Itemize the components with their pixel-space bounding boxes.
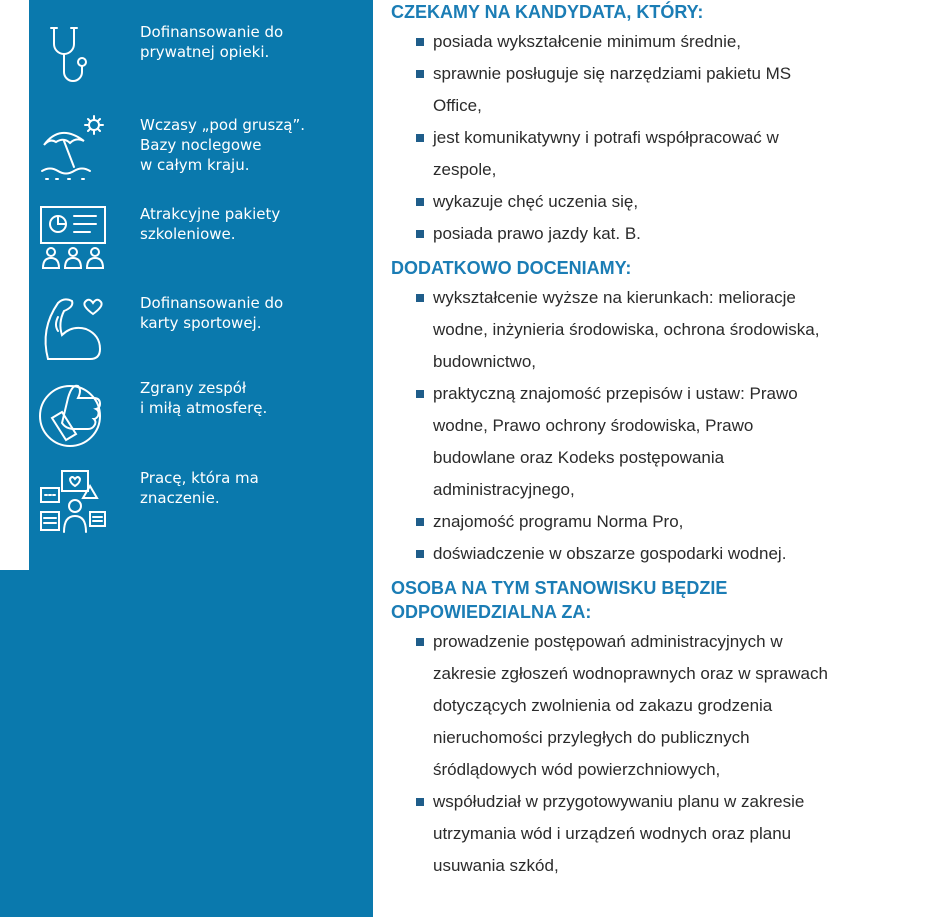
bullet-square-icon <box>416 134 424 142</box>
additional-list <box>391 282 936 570</box>
list-item-text: posiada wykształcenie minimum średnie, <box>433 32 742 51</box>
list-item <box>391 58 833 122</box>
list-item-text: jest komunikatywny i potrafi współpracować w zespole, <box>433 128 779 179</box>
benefit-private-care <box>38 22 358 92</box>
responsibilities-list <box>391 626 936 882</box>
benefit-team <box>38 378 358 448</box>
section-heading: CZEKAMY NA KANDYDATA, KTÓRY: <box>391 2 704 22</box>
bullet-square-icon <box>416 638 424 646</box>
benefit-holidays <box>38 115 358 185</box>
list-item-text: współudział w przygotowywaniu planu w zakresie utrzymania wód i urządzeń wodnych oraz planu usuwania szkód, <box>433 792 805 875</box>
list-item-text: znajomość programu Norma Pro, <box>433 512 684 531</box>
panel-white-strip <box>0 0 29 570</box>
bullet-square-icon <box>416 38 424 46</box>
list-item-text: praktyczną znajomość przepisów i ustaw: Prawo wodne, Prawo ochrony środowiska, Prawo budowlane oraz Kodeks postępowania administracyjnego, <box>433 384 798 499</box>
beach-umbrella-icon <box>38 115 108 185</box>
benefit-text: Atrakcyjne pakiety szkoleniowe. <box>140 205 281 243</box>
stethoscope-icon <box>38 22 108 92</box>
benefit-text: Dofinansowanie do prywatnej opieki. <box>140 23 284 61</box>
list-item <box>391 378 833 506</box>
list-item-text: posiada prawo jazdy kat. B. <box>433 224 641 243</box>
list-item <box>391 786 833 882</box>
benefit-text: Dofinansowanie do karty sportowej. <box>140 294 284 332</box>
section-heading: OSOBA NA TYM STANOWISKU BĘDZIE ODPOWIEDZIALNA ZA: <box>391 578 728 622</box>
list-item-text: wykształcenie wyższe na kierunkach: melioracje wodne, inżynieria środowiska, ochrona środowiska, budownictwo, <box>433 288 820 371</box>
benefit-text: Wczasy „pod gruszą”. Bazy noclegowe w całym kraju. <box>140 116 305 174</box>
benefit-text: Pracę, która ma znaczenie. <box>140 469 259 507</box>
bullet-square-icon <box>416 550 424 558</box>
list-item <box>391 506 833 538</box>
bullet-square-icon <box>416 70 424 78</box>
section-candidate <box>391 0 936 250</box>
bullet-square-icon <box>416 230 424 238</box>
list-item-text: prowadzenie postępowań administracyjnych w zakresie zgłoszeń wodnoprawnych oraz w sprawach dotyczących zwolnienia od zakazu grodzenia nieruchomości przyległych do publicznych śródlądowych wód powierzchniowych, <box>433 632 828 779</box>
training-presentation-icon <box>38 204 108 274</box>
section-heading: DODATKOWO DOCENIAMY: <box>391 258 632 278</box>
bullet-square-icon <box>416 518 424 526</box>
meaningful-work-icon <box>38 468 108 538</box>
flexed-arm-heart-icon <box>38 293 108 363</box>
benefit-text: Zgrany zespół i miłą atmosferę. <box>140 379 268 417</box>
benefit-training <box>38 204 358 274</box>
bullet-square-icon <box>416 294 424 302</box>
bullet-square-icon <box>416 198 424 206</box>
list-item <box>391 218 833 250</box>
bullet-square-icon <box>416 390 424 398</box>
list-item <box>391 626 833 786</box>
benefits-panel <box>0 0 373 917</box>
list-item <box>391 282 833 378</box>
list-item <box>391 122 833 186</box>
list-item-text: wykazuje chęć uczenia się, <box>433 192 639 211</box>
requirements-list <box>391 26 936 250</box>
list-item <box>391 538 833 570</box>
bullet-square-icon <box>416 798 424 806</box>
list-item-text: doświadczenie w obszarze gospodarki wodnej. <box>433 544 787 563</box>
thumbs-up-icon <box>38 378 108 448</box>
list-item-text: sprawnie posługuje się narzędziami pakietu MS Office, <box>433 64 792 115</box>
section-additional <box>391 256 936 570</box>
benefit-sport-card <box>38 293 358 363</box>
job-requirements <box>391 0 936 882</box>
list-item <box>391 186 833 218</box>
section-responsibilities <box>391 576 936 882</box>
benefit-meaningful-work <box>38 468 358 538</box>
list-item <box>391 26 833 58</box>
